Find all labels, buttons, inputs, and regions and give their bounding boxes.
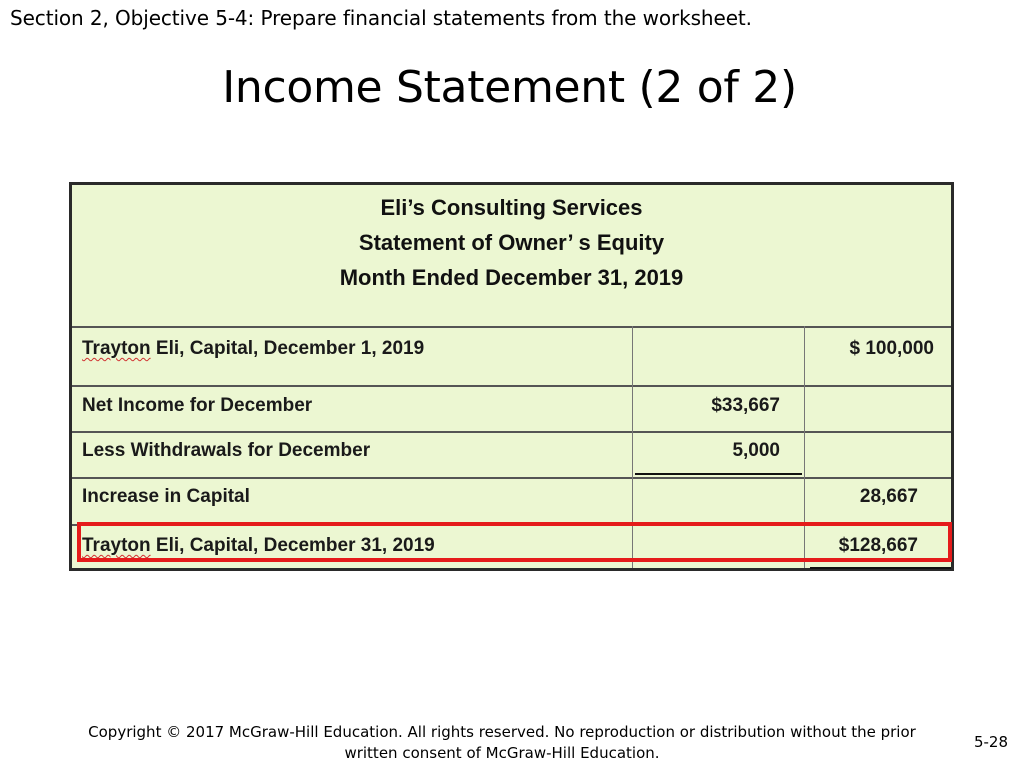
slide-title: Income Statement (2 of 2): [222, 62, 797, 113]
statement-period: Month Ended December 31, 2019: [339, 265, 684, 290]
row-mid-value: 5,000: [732, 440, 780, 461]
statement-heading: [72, 185, 951, 327]
row-label: Net Income for December: [82, 395, 313, 416]
owner-name: Trayton: [82, 338, 151, 359]
table-row-beginning-capital: [72, 326, 951, 385]
row-label-rest: Eli, Capital, December 1, 2019: [150, 338, 425, 359]
row-right-value: $128,667: [838, 535, 918, 556]
row-mid-value: $33,667: [711, 395, 780, 416]
owners-equity-statement: [69, 182, 954, 571]
total-double-underline: [810, 567, 951, 569]
row-label-rest: Eli, Capital, December 31, 2019: [150, 535, 435, 556]
row-right-value: $ 100,000: [849, 338, 934, 359]
subtotal-underline: [635, 473, 802, 475]
page-number: 5-28: [973, 733, 1008, 751]
table-row-net-income: [72, 385, 951, 431]
table-row-withdrawals: [72, 431, 951, 477]
owner-name: Trayton: [82, 535, 151, 556]
highlight-box: [77, 522, 952, 562]
statement-name: Statement of Owner’ s Equity: [358, 230, 665, 255]
table-row-increase: [72, 477, 951, 524]
row-label: Less Withdrawals for December: [82, 440, 371, 461]
row-label: Increase in Capital: [82, 486, 250, 507]
row-label: [82, 338, 424, 360]
company-name: Eli’s Consulting Services: [380, 195, 643, 220]
section-header: Section 2, Objective 5-4: Prepare financial statements from the worksheet.: [10, 6, 752, 30]
copyright-notice: Copyright © 2017 McGraw-Hill Education. All rights reserved. No reproduction or distribution without the prior written consent of McGraw-Hill Education.: [88, 723, 916, 762]
row-right-value: 28,667: [859, 486, 918, 507]
